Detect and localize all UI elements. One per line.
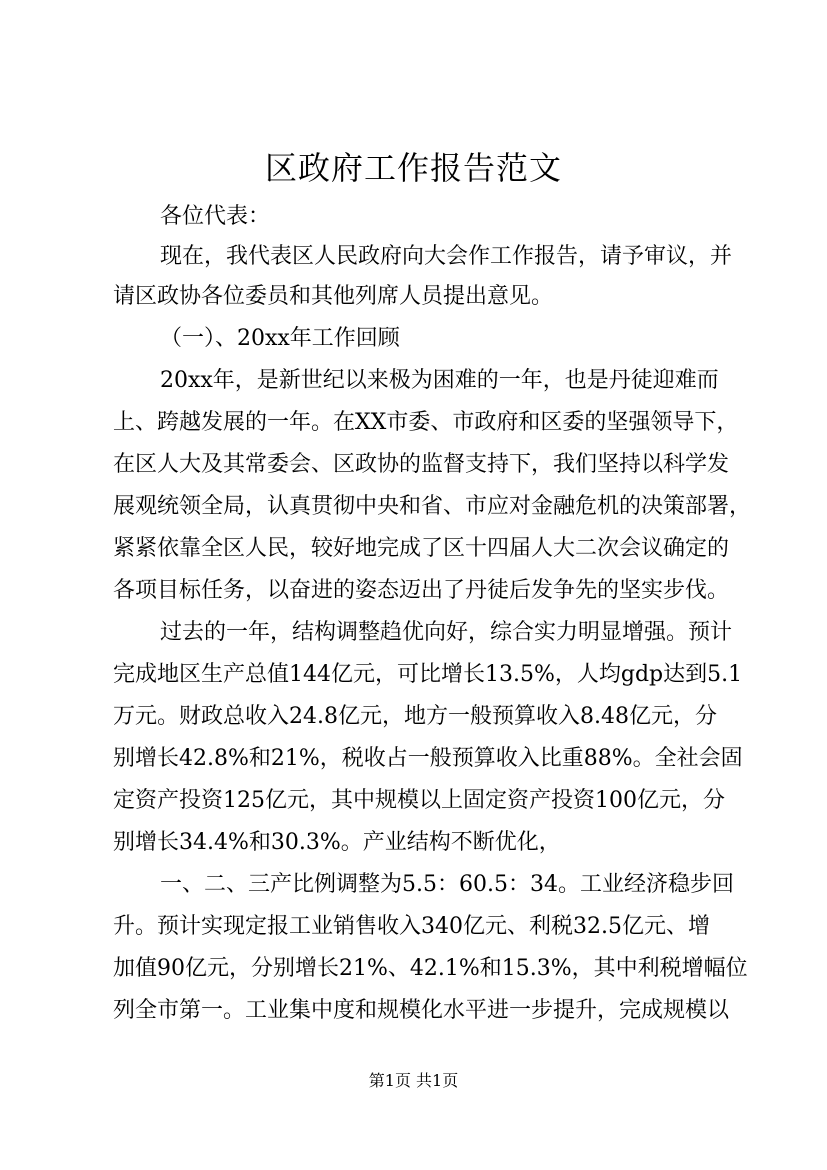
paragraph-line: 定资产投资125亿元，其中规模以上固定资产投资100亿元，分	[113, 788, 725, 813]
paragraph-line: 万元。财政总收入24.8亿元，地方一般预算收入8.48亿元，分	[113, 704, 717, 729]
paragraph-line: 请区政协各位委员和其他列席人员提出意见。	[113, 284, 554, 309]
paragraph-line: 紧紧依靠全区人民，较好地完成了区十四届人大二次会议确定的	[113, 536, 730, 561]
paragraph-line: 在区人大及其常委会、区政协的监督支持下，我们坚持以科学发	[113, 452, 730, 477]
paragraph-line: 过去的一年，结构调整趋优向好，综合实力明显增强。预计	[160, 620, 733, 645]
paragraph-line: 20xx年，是新世纪以来极为困难的一年，也是丹徒迎难而	[160, 368, 719, 393]
document-title: 区政府工作报告范文	[264, 149, 562, 187]
paragraph-line: 升。预计实现定报工业销售收入340亿元、利税32.5亿元、增	[113, 914, 710, 939]
paragraph-line: 别增长42.8%和21%，税收占一般预算收入比重88%。全社会固	[113, 746, 743, 771]
paragraph-line: 上、跨越发展的一年。在XX市委、市政府和区委的坚强领导下，	[113, 410, 739, 435]
page-footer: 第1页 共1页	[368, 1071, 459, 1090]
paragraph-line: 展观统领全局，认真贯彻中央和省、市应对金融危机的决策部署，	[113, 494, 752, 519]
paragraph-line: 一、二、三产比例调整为5.5：60.5：34。工业经济稳步回	[160, 872, 734, 897]
paragraph-line: 完成地区生产总值144亿元，可比增长13.5%，人均gdp达到5.1	[113, 662, 743, 687]
paragraph-line: 各项目标任务，以奋进的姿态迈出了丹徒后发争先的坚实步伐。	[113, 578, 730, 603]
paragraph-line: 现在，我代表区人民政府向大会作工作报告，请予审议，并	[160, 244, 733, 269]
section-heading: （一）、20xx年工作回顾	[160, 326, 400, 351]
paragraph-line: 列全市第一。工业集中度和规模化水平进一步提升，完成规模以	[113, 998, 730, 1023]
salutation-line: 各位代表：	[160, 204, 271, 229]
paragraph-line: 加值90亿元，分别增长21%、42.1%和15.3%，其中利税增幅位	[113, 956, 748, 981]
paragraph-line: 别增长34.4%和30.3%。产业结构不断优化，	[113, 830, 561, 855]
